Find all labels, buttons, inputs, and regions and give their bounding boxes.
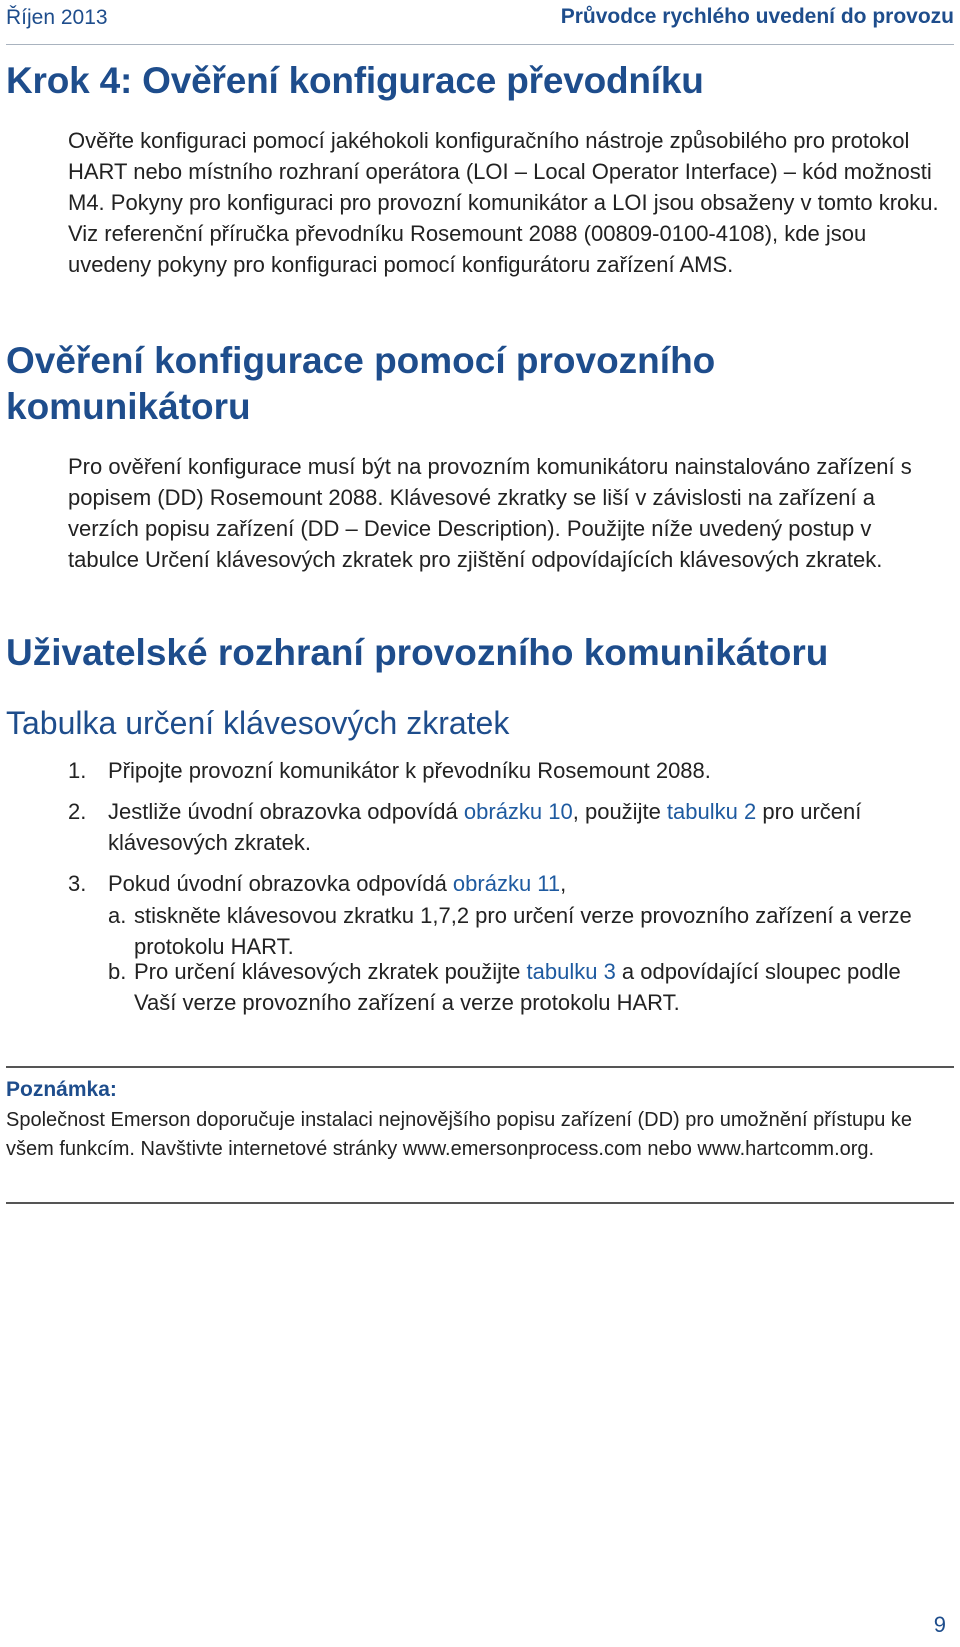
substep-letter: b. (108, 959, 127, 984)
step-number: 1. (68, 758, 87, 783)
step-text (108, 796, 948, 858)
step-text-part: , použijte (572, 799, 667, 824)
step-text-part: pro určení klávesových zkratek. (108, 799, 862, 855)
step-text (108, 868, 948, 899)
figure-10-link[interactable]: obrázku 10 (463, 799, 573, 824)
intro-paragraph: Ověřte konfiguraci pomocí jakéhokoli konfiguračního nástroje způsobilého pro protokol HART nebo místního rozhraní operátora (LOI – Local Operator Interface) – kód možnosti M4. Pokyny pro konfiguraci pro provozní komunikátor a LOI jsou obsaženy v tomto kroku. Viz referenční příručka převodníku Rosemount 2088 (00809-0100-4108), kde jsou uvedeny pokyny pro konfiguraci pomocí konfigurátoru zařízení AMS. (68, 128, 939, 277)
figure-11-link[interactable]: obrázku 11 (452, 871, 561, 896)
header-divider (6, 44, 954, 45)
header-guide-title: Průvodce rychlého uvedení do provozu (560, 5, 954, 28)
step-text-part: , (560, 871, 567, 896)
substep-text (134, 956, 946, 1018)
step-number: 2. (68, 799, 87, 824)
step-text: Připojte provozní komunikátor k převodníku Rosemount 2088. (108, 758, 711, 783)
verify-paragraph: Pro ověření konfigurace musí být na provozním komunikátoru nainstalováno zařízení s popisem (DD) Rosemount 2088. Klávesové zkratky se liší v závislosti na zařízení a verzích popisu zařízení (DD – Device Description). Použijte níže uvedený postup v tabulce Určení klávesových zkratek pro zjištění odpovídajících klávesových zkratek. (68, 454, 912, 572)
header-date: Říjen 2013 (6, 6, 108, 29)
step-text-part: Jestliže úvodní obrazovka odpovídá (108, 799, 464, 824)
note-top-rule (6, 1066, 954, 1068)
step-text-part: Pokud úvodní obrazovka odpovídá (108, 871, 453, 896)
page-number: 9 (933, 1612, 946, 1637)
note-title: Poznámka: (6, 1078, 117, 1101)
step-number: 3. (68, 871, 87, 896)
note-bottom-rule (6, 1202, 954, 1204)
step-text-part: a odpovídající sloupec podle Vaší verze provozního zařízení a verze protokolu HART. (134, 959, 901, 1015)
ui-heading: Uživatelské rozhraní provozního komunikátoru (6, 632, 829, 673)
table-3-link[interactable]: tabulku 3 (526, 959, 616, 984)
step-text-part: Pro určení klávesových zkratek použijte (134, 959, 527, 984)
substep-letter: a. (108, 903, 127, 928)
table-2-link[interactable]: tabulku 2 (666, 799, 757, 824)
verify-heading: Ověření konfigurace pomocí provozního komunikátoru (6, 340, 716, 427)
table-heading: Tabulka určení klávesových zkratek (6, 705, 510, 741)
note-text: Společnost Emerson doporučuje instalaci nejnovějšího popisu zařízení (DD) pro umožnění přístupu ke všem funkcím. Navštivte internetové stránky www.emersonprocess.com nebo www.hartcomm.org. (6, 1109, 913, 1160)
section-title: Krok 4: Ověření konfigurace převodníku (6, 60, 704, 101)
substep-text: stiskněte klávesovou zkratku 1,7,2 pro určení verze provozního zařízení a verze protokolu HART. (134, 903, 912, 959)
